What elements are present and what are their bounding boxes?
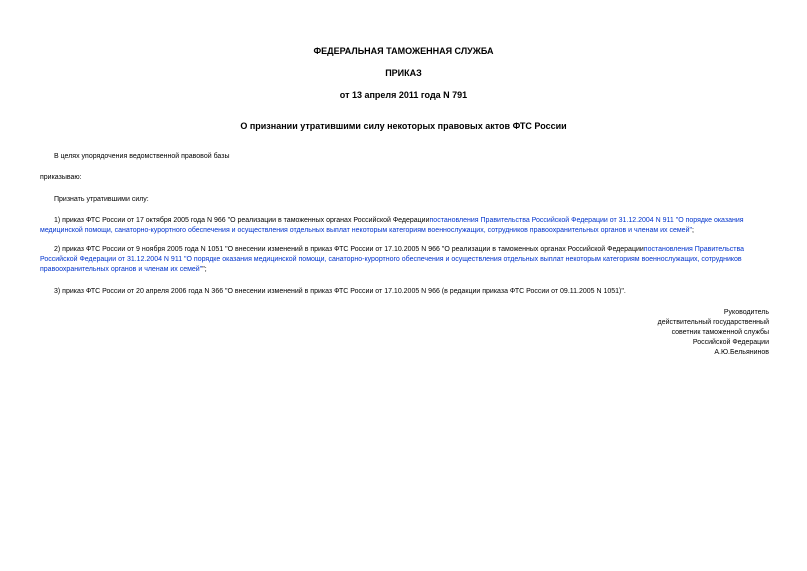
item-1-text: 1) приказ ФТС России от 17 октября 2005 года N 966 "О реализации в таможенных органах Российской Федерации [54, 217, 430, 224]
document-type: ПРИКАЗ [385, 68, 422, 78]
declare-paragraph: Признать утратившими силу: [54, 196, 149, 203]
list-item-3 [40, 287, 769, 297]
item-3-text: 3) приказ ФТС России от 20 апреля 2006 года N 366 "О внесении изменений в приказ ФТС России от 17.10.2005 N 966 (в редакции приказа ФТС России от 09.11.2005 N 1051)". [54, 288, 626, 295]
item-1-tail: ; [691, 227, 694, 234]
item-1-link[interactable]: постановления Правительства Российской Федерации от 31.12.2004 N 911 "О порядке оказания медицинской помощи, санаторно-курортного обеспечения и осуществления отдельных выплат некоторым категориям военнослужащих, сотрудников правоохранительных органов и членам их семей" [40, 217, 744, 234]
item-2-link[interactable]: постановления Правительства Российской Федерации от 31.12.2004 N 911 "О порядке оказания медицинской помощи, санаторно-курортного обеспечения и осуществления отдельных выплат некоторым категориям военнослужащих, сотрудников правоохранительных органов и членам их семей" [40, 246, 744, 273]
list-item-1 [40, 216, 769, 236]
list-item-2 [40, 245, 769, 275]
item-2-tail: "; [202, 266, 207, 273]
signature-country: Российской Федерации [692, 339, 769, 346]
agency-name: ФЕДЕРАЛЬНАЯ ТАМОЖЕННАЯ СЛУЖБА [313, 46, 494, 56]
order-word: приказываю: [40, 174, 82, 181]
item-2-text: 2) приказ ФТС России от 9 ноября 2005 года N 1051 "О внесении изменений в приказ ФТС России от 17.10.2005 N 966 "О реализации в таможенных органах Российской Федерации [54, 246, 644, 253]
signature-position: Руководитель [723, 309, 769, 316]
signature-name: А.Ю.Бельянинов [714, 349, 769, 356]
signature-rank-1: действительный государственный [657, 319, 769, 326]
document-title: О признании утратившими силу некоторых правовых актов ФТС России [240, 121, 567, 131]
document-date: от 13 апреля 2011 года N 791 [339, 90, 468, 100]
intro-paragraph: В целях упорядочения ведомственной правовой базы [54, 153, 230, 160]
signature-rank-2: советник таможенной службы [671, 329, 769, 336]
